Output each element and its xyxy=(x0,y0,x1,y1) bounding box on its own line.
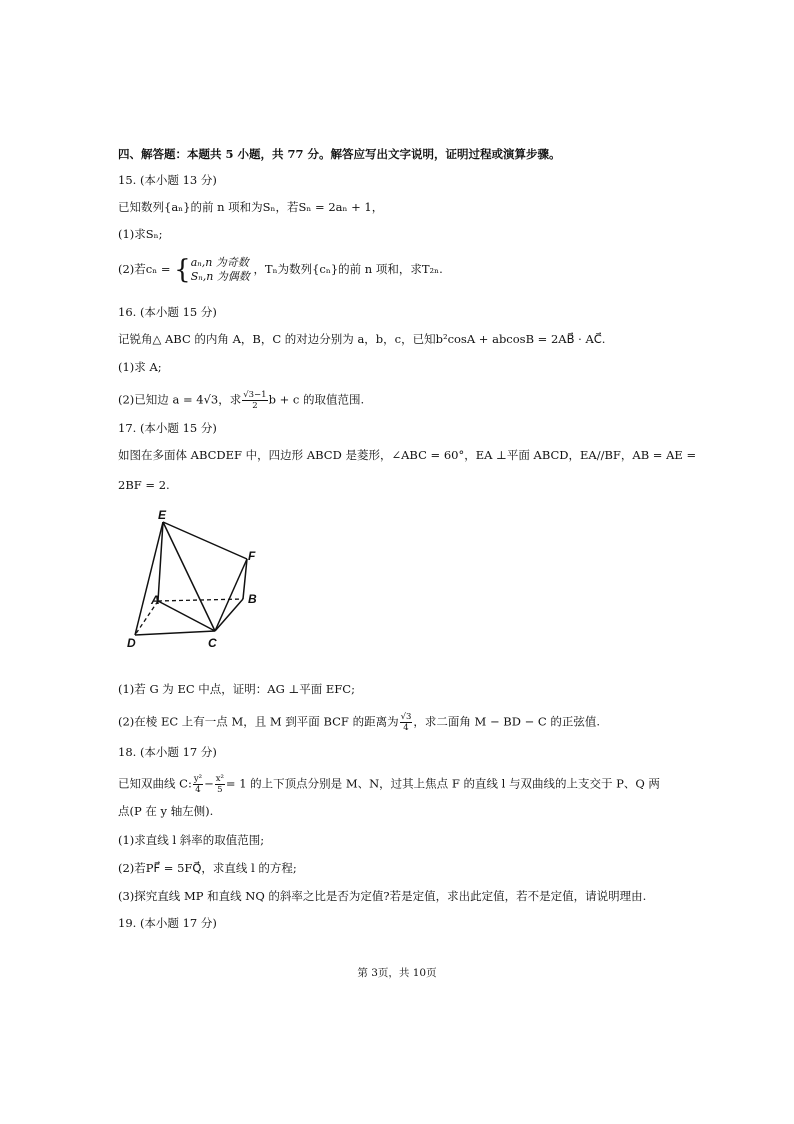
q16-part1: (1)求 A; xyxy=(118,360,162,374)
q18-title: 18. (本小题 17 分) xyxy=(118,745,217,759)
fraction-denominator: 2 xyxy=(252,401,258,411)
q17-part2-prefix: (2)在棱 EC 上有一点 M，且 M 到平面 BCF 的距离为 xyxy=(118,714,399,729)
q16-part2 xyxy=(118,390,364,411)
polyhedron-figure xyxy=(118,505,278,655)
edge-EC xyxy=(163,522,215,631)
q18-part2: (2)若PF⃗ = 5FQ⃗，求直线 l 的方程; xyxy=(118,861,297,875)
q15-stem: 已知数列{aₙ}的前 n 项和为Sₙ，若Sₙ = 2aₙ + 1， xyxy=(118,200,384,214)
fraction xyxy=(215,774,225,795)
vertex-label-F: F xyxy=(248,549,256,563)
piecewise-cases xyxy=(191,256,250,284)
fraction-numerator: x² xyxy=(215,774,224,784)
q18-part3: (3)探究直线 MP 和直线 NQ 的斜率之比是否为定值?若是定值，求出此定值，若不是定值，请说明理由. xyxy=(118,889,647,903)
edge-CB xyxy=(215,599,243,631)
q16-part2-suffix: b + c 的取值范围. xyxy=(268,392,365,407)
q17-part2 xyxy=(118,712,600,733)
vertex-label-B: B xyxy=(248,592,257,606)
edge-DC xyxy=(135,631,215,635)
case-odd: aₙ,n 为奇数 xyxy=(190,256,249,269)
vertex-label-D: D xyxy=(127,636,136,650)
q15-part2-suffix: ，Tₙ为数列{cₙ}的前 n 项和，求T₂ₙ. xyxy=(253,262,443,276)
fraction-numerator: √3 xyxy=(400,712,412,722)
fraction-denominator: 4 xyxy=(403,723,409,733)
fraction-denominator: 4 xyxy=(195,785,201,795)
vertex-label-E: E xyxy=(158,508,167,522)
q17-stem-line2: 2BF = 2. xyxy=(118,478,170,492)
fraction xyxy=(242,390,267,411)
section-header: 四、解答题：本题共 5 小题，共 77 分。解答应写出文字说明，证明过程或演算步骤。 xyxy=(118,147,561,161)
q15-part2-prefix: (2)若cₙ = xyxy=(118,262,171,276)
q18-stem-line2: 点(P 在 y 轴左侧). xyxy=(118,804,214,818)
q17-title: 17. (本小题 15 分) xyxy=(118,421,217,435)
edge-AC-solid xyxy=(158,601,215,631)
q17-part1: (1)若 G 为 EC 中点，证明：AG ⊥平面 EFC; xyxy=(118,682,355,696)
case-even: Sₙ,n 为偶数 xyxy=(190,270,250,283)
minus-sign: − xyxy=(204,776,214,791)
q16-stem: 记锐角△ ABC 的内角 A，B，C 的对边分别为 a，b，c，已知b²cosA + abcosB = 2AB⃗ · AC⃗. xyxy=(118,332,606,346)
page-footer: 第 3页，共 10页 xyxy=(357,967,437,979)
q18-part1: (1)求直线 l 斜率的取值范围; xyxy=(118,833,265,847)
fraction xyxy=(400,712,413,733)
q15-title: 15. (本小题 13 分) xyxy=(118,173,217,187)
q15-part1: (1)求Sₙ; xyxy=(118,227,163,241)
fraction-numerator: √3−1 xyxy=(243,390,267,400)
q19-title: 19. (本小题 17 分) xyxy=(118,916,217,930)
q18-stem-prefix: 已知双曲线 C: xyxy=(118,776,192,791)
fraction-denominator: 5 xyxy=(217,785,223,795)
q17-stem-line1: 如图在多面体 ABCDEF 中，四边形 ABCD 是菱形，∠ABC = 60°，EA ⊥平面 ABCD，EA//BF，AB = AE = xyxy=(118,448,697,462)
fraction-numerator: y² xyxy=(193,774,203,784)
q16-title: 16. (本小题 15 分) xyxy=(118,305,217,319)
edge-EF xyxy=(163,522,247,559)
fraction xyxy=(193,774,203,795)
q16-part2-prefix: (2)已知边 a = 4√3，求 xyxy=(118,392,242,407)
vertex-label-A: A xyxy=(151,593,160,607)
q15-part2 xyxy=(118,256,443,284)
q17-part2-suffix: ，求二面角 M − BD − C 的正弦值. xyxy=(413,714,601,729)
vertex-label-C: C xyxy=(208,636,217,650)
q18-stem-suffix: = 1 的上下顶点分别是 M、N，过其上焦点 F 的直线 l 与双曲线的上支交于 P、Q 两 xyxy=(225,776,660,791)
q18-stem xyxy=(118,774,660,795)
brace-symbol: { xyxy=(174,255,191,285)
edge-FC xyxy=(215,559,247,631)
